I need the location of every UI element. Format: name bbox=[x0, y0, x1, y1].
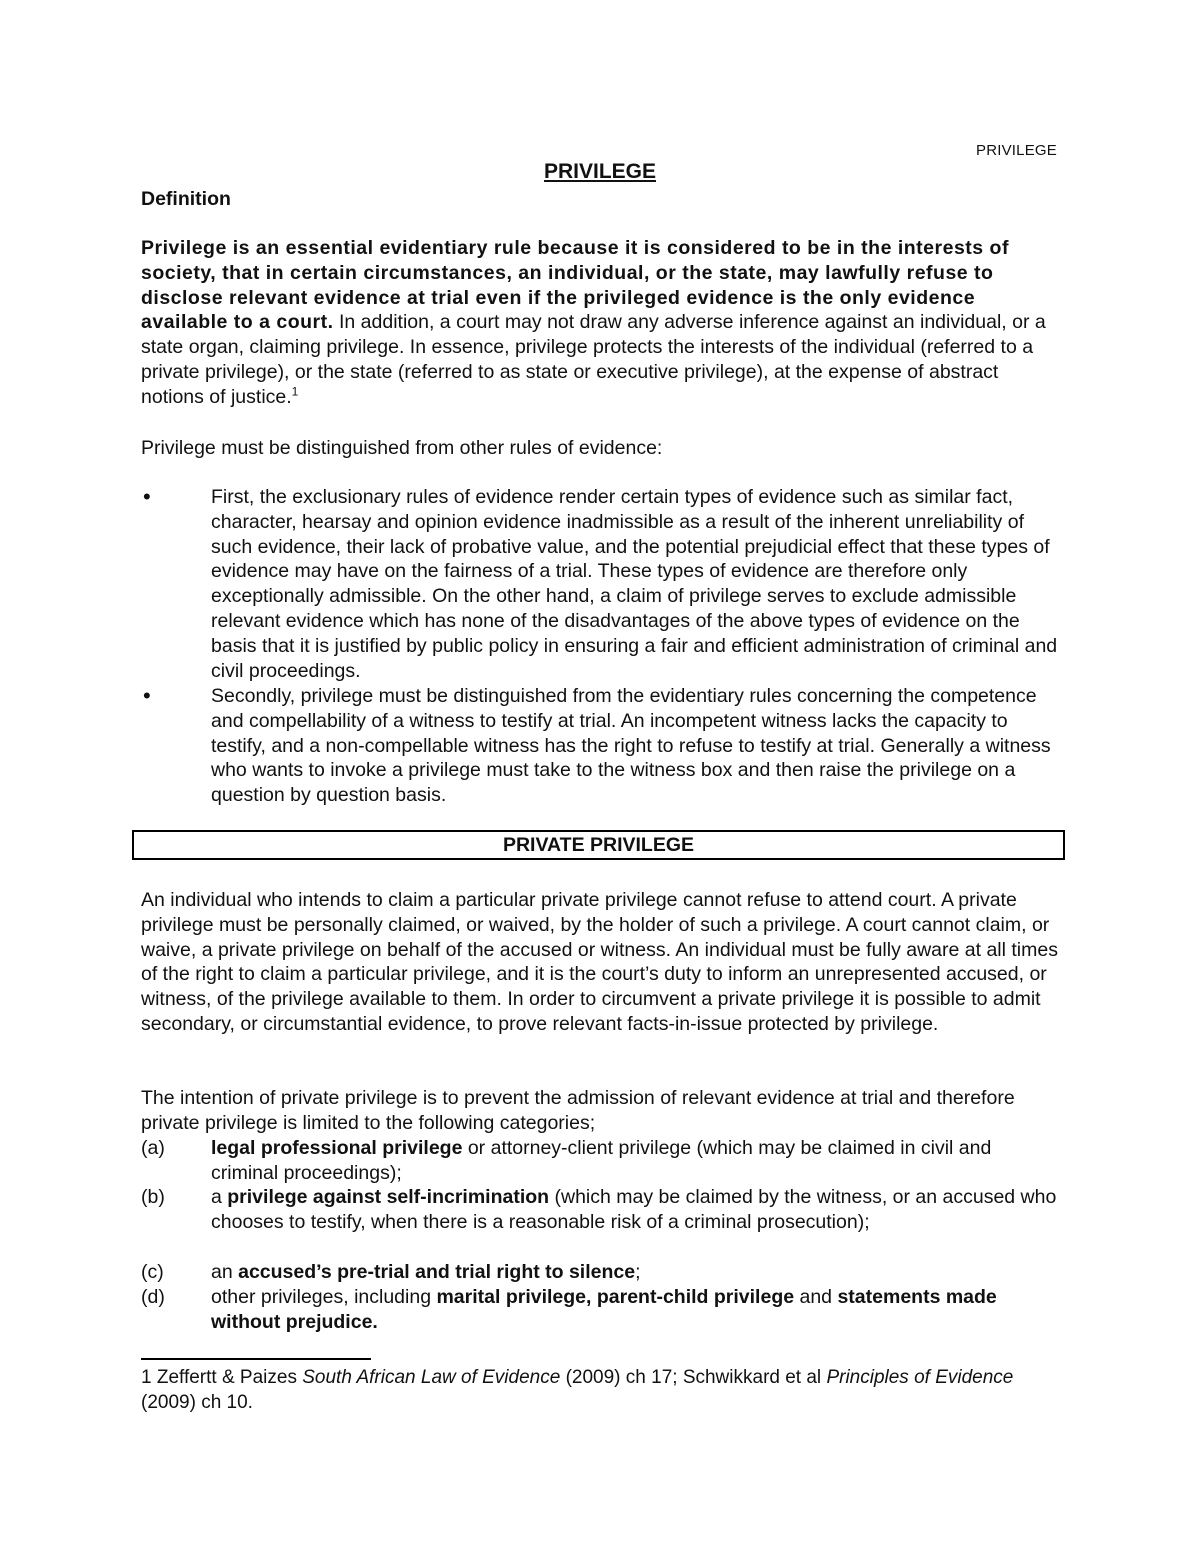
category-pre: a bbox=[211, 1186, 228, 1208]
category-item bbox=[141, 1185, 1061, 1235]
definition-heading: Definition bbox=[141, 188, 231, 210]
definition-rest: In addition, a court may not draw any adverse inference against an individual, or a state organ, claiming privilege. In essence, privilege protects the interests of the individual (referred to a private privilege), or the state (referred to as state or executive privilege), at the expense of abstract notions of justice. bbox=[141, 311, 1046, 408]
section-heading: PRIVATE PRIVILEGE bbox=[502, 834, 695, 856]
footnote-authors: Zeffertt & Paizes bbox=[151, 1367, 303, 1388]
category-marker: (a) bbox=[141, 1137, 165, 1159]
footnote-end: (2009) ch 10. bbox=[141, 1391, 253, 1413]
category-post: ; bbox=[635, 1261, 641, 1283]
category-mid: and bbox=[794, 1286, 838, 1308]
category-pre: an bbox=[211, 1261, 239, 1283]
footnote-separator bbox=[141, 1358, 371, 1360]
category-post: (which may be claimed by the witness, or an accused who chooses to testify, when there is a reasonable risk of a criminal prosecution); bbox=[211, 1186, 1057, 1233]
footnote-middle: (2009) ch 17; Schwikkard et al bbox=[560, 1367, 827, 1388]
page-title: PRIVILEGE bbox=[543, 160, 657, 183]
category-bold-2: statements made without prejudice. bbox=[211, 1286, 997, 1333]
category-marker: (c) bbox=[141, 1261, 164, 1283]
bullet-item bbox=[141, 684, 1061, 808]
distinguish-intro: Privilege must be distinguished from other rules of evidence: bbox=[141, 437, 663, 459]
private-paragraph-2: The intention of private privilege is to prevent the admission of relevant evidence at trial and therefore private privilege is limited to the following categories; bbox=[141, 1087, 1015, 1134]
footnote-title-2: Principles of Evidence bbox=[826, 1367, 1014, 1388]
category-item bbox=[141, 1285, 1061, 1335]
category-bold: privilege against self-incrimination bbox=[227, 1186, 550, 1208]
bullet-marker: • bbox=[143, 683, 151, 708]
bullet-text: First, the exclusionary rules of evidence render certain types of evidence such as similar fact, character, hearsay and opinion evidence inadmissible as a result of the inherent unreliability of such evidence, their lack of probative value, and the potential prejudicial effect that these types of evidence may have on the fairness of a trial. These types of evidence are therefore only exceptionally admissible. On the other hand, a claim of privilege serves to exclude admissible relevant evidence which has none of the disadvantages of the above types of evidence on the basis that it is justified by public policy in ensuring a fair and efficient administration of criminal and civil proceedings. bbox=[211, 486, 1058, 682]
category-pre: other privileges, including bbox=[211, 1286, 437, 1308]
category-bold: accused’s pre-trial and trial right to silence bbox=[238, 1261, 636, 1283]
category-bold: marital privilege, parent-child privilege bbox=[436, 1286, 795, 1308]
footnote-reference[interactable]: 1 bbox=[291, 384, 299, 399]
footnote-number: 1 bbox=[141, 1367, 152, 1388]
section-heading-box bbox=[132, 830, 1065, 860]
category-marker: (d) bbox=[141, 1286, 165, 1308]
running-header: PRIVILEGE bbox=[976, 142, 1057, 159]
definition-paragraph bbox=[141, 236, 1061, 410]
category-text bbox=[211, 1185, 1061, 1235]
definition-bold-lead: Privilege is an essential evidentiary rule because it is considered to be in the interests of society, that in certain circumstances, an individual, or the state, may lawfully refuse to disclose relevant evidence at trial even if the privileged evidence is the only evidence available to a court. bbox=[141, 237, 1009, 334]
footnote-title-1: South African Law of Evidence bbox=[302, 1367, 561, 1388]
category-marker: (b) bbox=[141, 1186, 165, 1208]
category-item bbox=[141, 1136, 1061, 1186]
bullet-text: Secondly, privilege must be distinguished from the evidentiary rules concerning the competence and compellability of a witness to testify at trial. An incompetent witness lacks the capacity to testify, and a non-compellable witness has the right to refuse to testify at trial. Generally a witness who wants to invoke a privilege must take to the witness box and then raise the privilege on a question by question basis. bbox=[211, 685, 1051, 807]
category-text bbox=[211, 1260, 1061, 1285]
footnote bbox=[141, 1366, 1061, 1416]
private-paragraph-1: An individual who intends to claim a particular private privilege cannot refuse to attend court. A private privilege must be personally claimed, or waived, by the holder of such a privilege. A court cannot claim, or waive, a private privilege on behalf of the accused or witness. An individual must be fully aware at all times of the right to claim a particular privilege, and it is the court’s duty to inform an unrepresented accused, or witness, of the privilege available to them. In order to circumvent a private privilege it is possible to admit secondary, or circumstantial evidence, to prove relevant facts-in-issue protected by privilege. bbox=[141, 889, 1058, 1035]
category-bold: legal professional privilege bbox=[211, 1137, 463, 1159]
category-post: or attorney-client privilege (which may be claimed in civil and criminal proceedings); bbox=[211, 1137, 992, 1184]
bullet-item bbox=[141, 485, 1061, 683]
category-item bbox=[141, 1260, 1061, 1285]
category-text bbox=[211, 1136, 1061, 1186]
category-text bbox=[211, 1285, 1061, 1335]
bullet-marker: • bbox=[143, 484, 151, 509]
